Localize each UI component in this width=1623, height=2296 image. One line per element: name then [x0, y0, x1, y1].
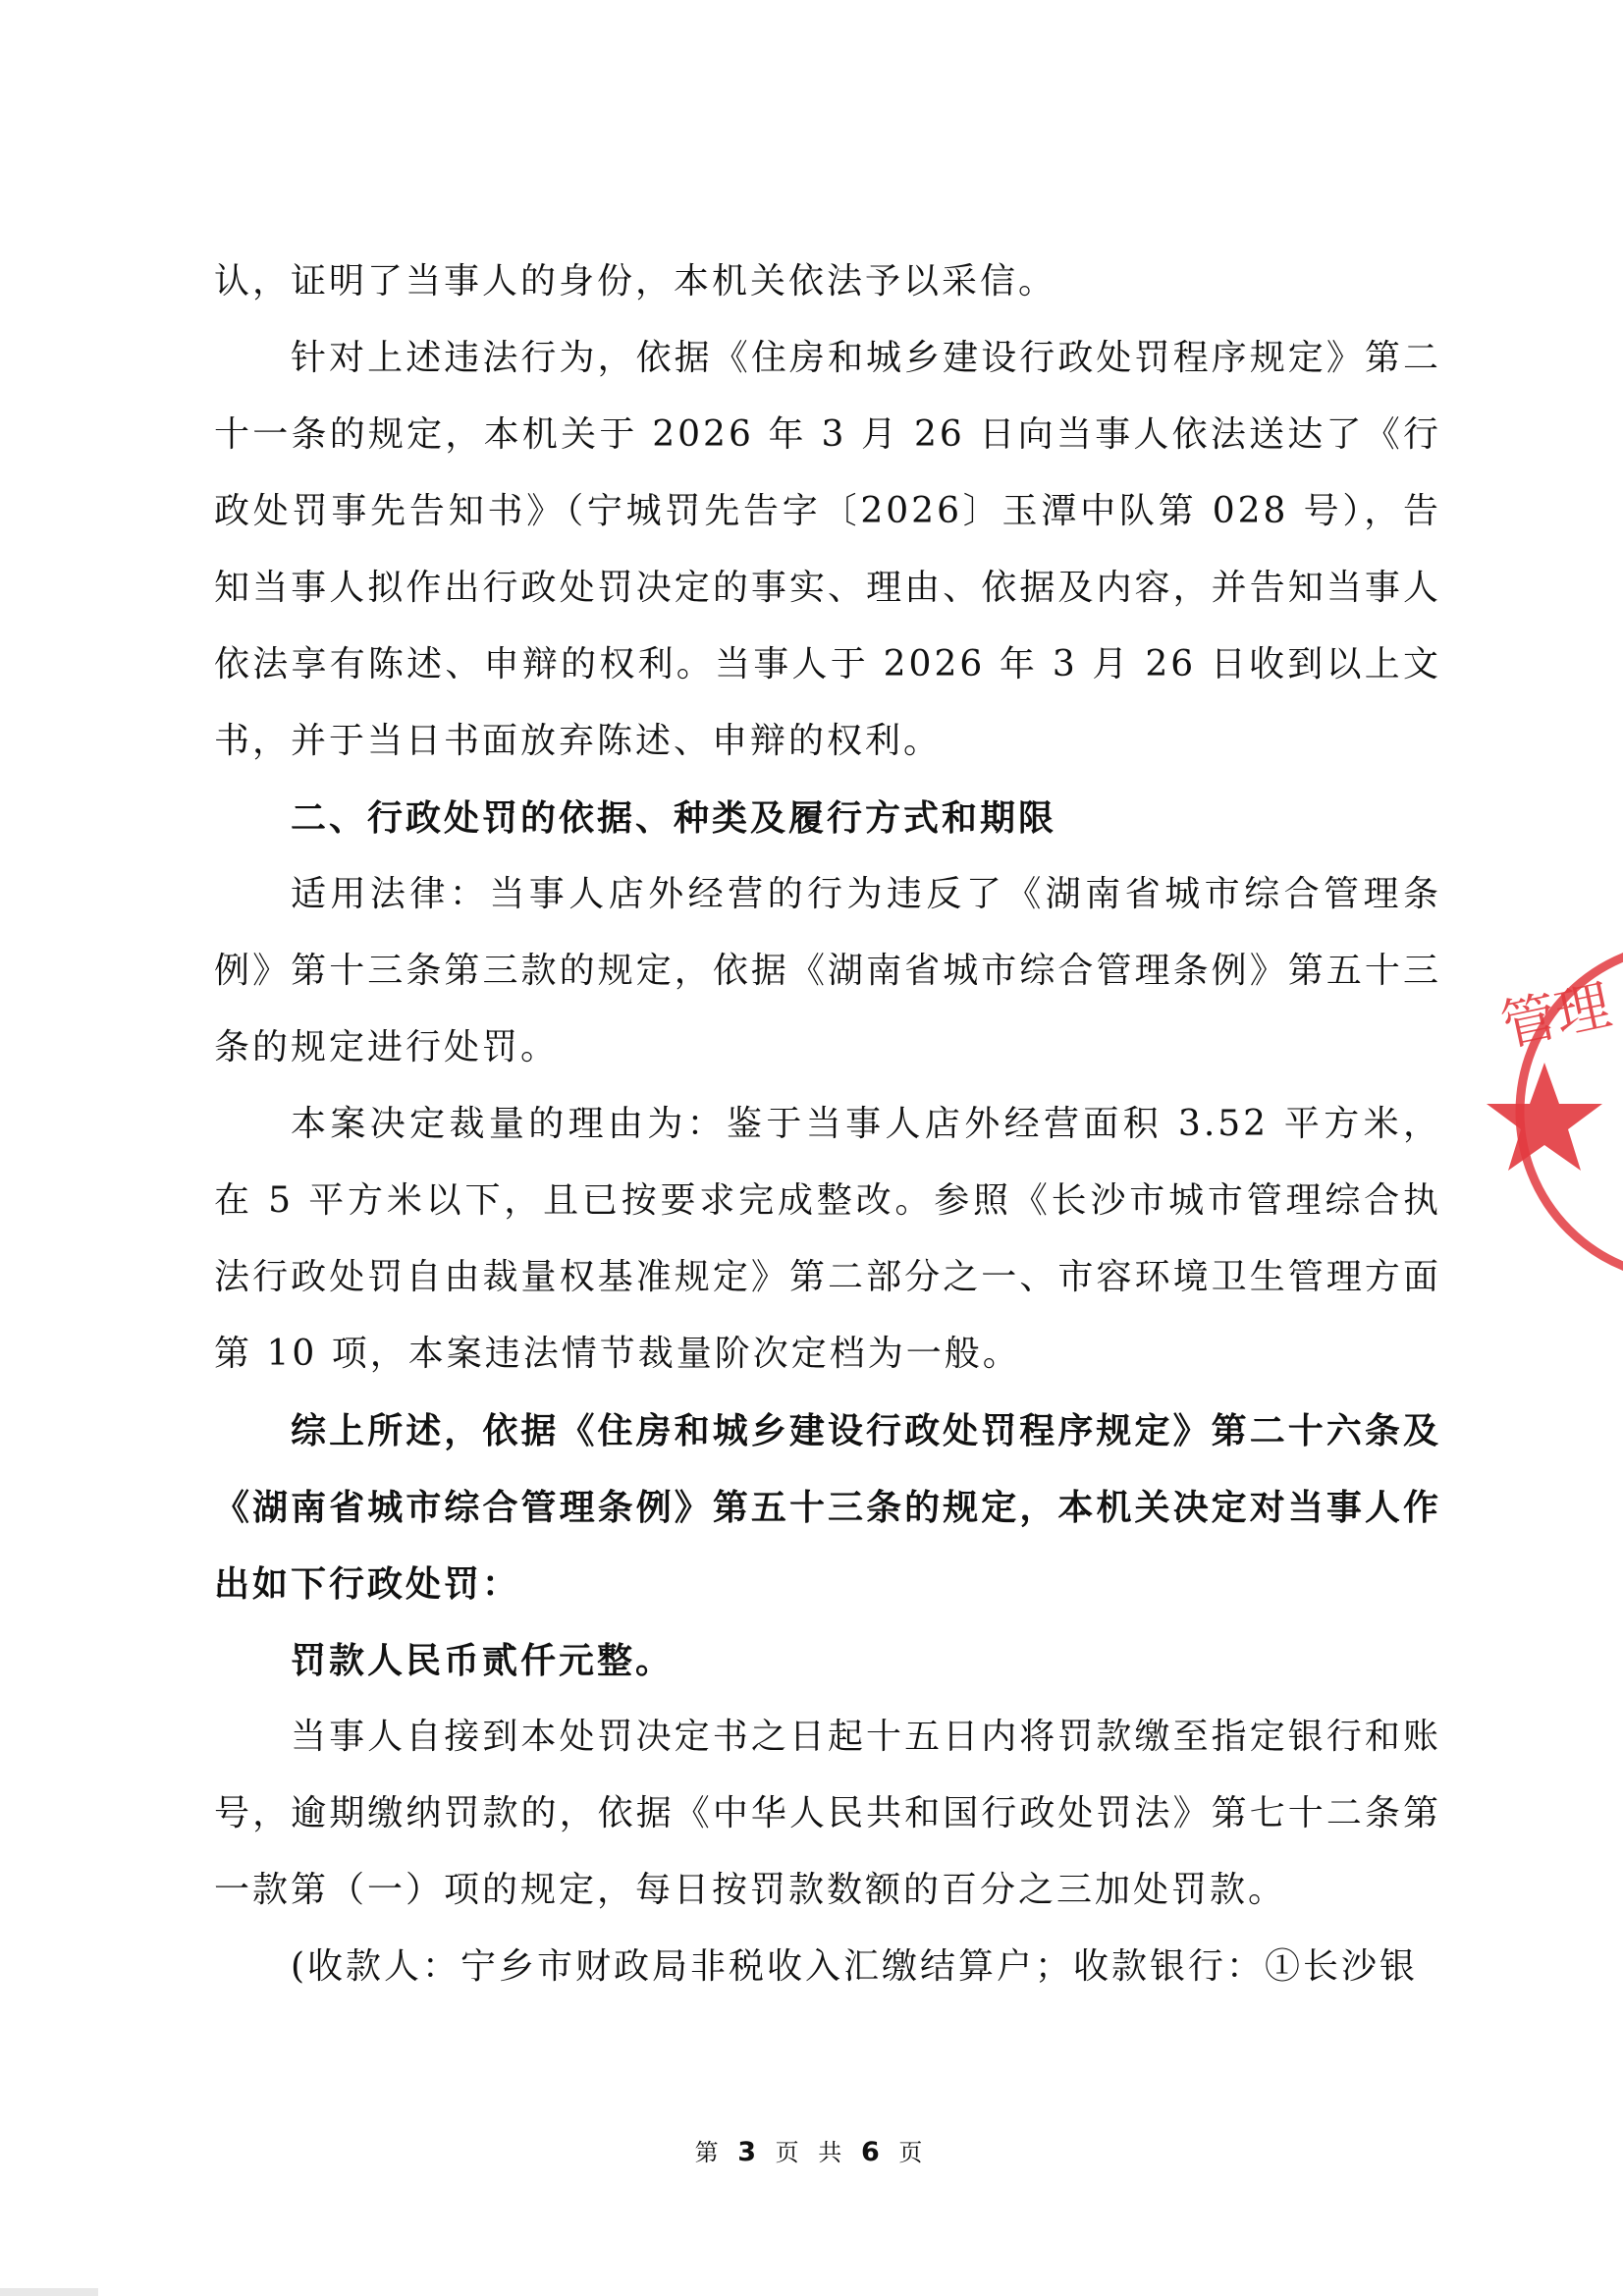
paragraph-payee: (收款人：宁乡市财政局非税收入汇缴结算户；收款银行：①长沙银: [291, 1946, 1419, 1987]
footer-prefix: 第: [694, 2139, 725, 2166]
seal-text: 管理: [1495, 973, 1617, 1060]
page-footer: [0, 2133, 1623, 2167]
paragraph-discretion: 本案决定裁量的理由为：鉴于当事人店外经营面积 3.52 平方米，在 5 平方米以下，且已按要求完成整改。参照《长沙市城市管理综合执法行政处罚自由裁量权基准规定》第二部分之一、市容环境卫生管理方面第 10 项，本案违法情节裁量阶次定档为一般。: [214, 1104, 1441, 1374]
paragraph-applicable-law: 适用法律：当事人店外经营的行为违反了《湖南省城市综合管理条例》第十三条第三款的规定，依据《湖南省城市综合管理条例》第五十三条的规定进行处罚。: [214, 874, 1441, 1067]
footer-page-number: 3: [737, 2137, 763, 2167]
paragraph-penalty: 罚款人民币贰仟元整。: [291, 1640, 675, 1681]
seal-star-icon: [1487, 1063, 1602, 1171]
paragraph-decision: 综上所述，依据《住房和城乡建设行政处罚程序规定》第二十六条及《湖南省城市综合管理条例》第五十三条的规定，本机关决定对当事人作出如下行政处罚：: [214, 1410, 1441, 1605]
scan-edge-mark: [0, 2288, 98, 2296]
paragraph-1: 认，证明了当事人的身份，本机关依法予以采信。: [214, 261, 1057, 301]
official-seal: [1481, 935, 1623, 1288]
document-body: [214, 244, 1441, 2005]
paragraph-2: 针对上述违法行为，依据《住房和城乡建设行政处罚程序规定》第二十一条的规定，本机关于 2026 年 3 月 26 日向当事人依法送达了《行政处罚事先告知书》（宁城罚先告字〔2026〕玉潭中队第 028 号），告知当事人拟作出行政处罚决定的事实、理由、依据及内容，并告知当事人依法享有陈述、申辩的权利。当事人于 2026 年 3 月 26 日收到以上文书，并于当日书面放弃陈述、申辩的权利。: [214, 338, 1441, 761]
footer-total-pages: 6: [860, 2137, 886, 2167]
paragraph-payment-deadline: 当事人自接到本处罚决定书之日起十五日内将罚款缴至指定银行和账号，逾期缴纳罚款的，依据《中华人民共和国行政处罚法》第七十二条第一款第（一）项的规定，每日按罚款数额的百分之三加处罚款。: [214, 1717, 1441, 1910]
footer-suffix: 页: [898, 2139, 929, 2166]
section-heading: 二、行政处罚的依据、种类及履行方式和期限: [291, 797, 1057, 839]
footer-middle: 页 共: [775, 2139, 848, 2166]
